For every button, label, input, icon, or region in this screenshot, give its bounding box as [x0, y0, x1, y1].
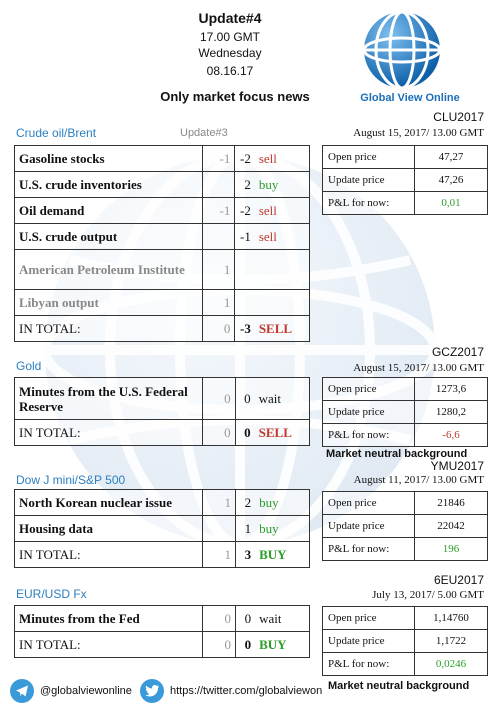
factor-name: Libyan output — [15, 290, 203, 316]
signal: wait — [255, 378, 310, 420]
signal: buy — [255, 172, 310, 198]
twitter-url[interactable]: https://twitter.com/globalviewon — [170, 685, 323, 697]
signal: sell — [255, 198, 310, 224]
prev-score: 0 — [203, 378, 235, 420]
signal: wait — [255, 606, 309, 632]
update-price: 1,1722 — [415, 630, 488, 653]
prev-score — [202, 224, 235, 250]
current-total: 0 — [235, 632, 255, 658]
bird-icon — [145, 685, 159, 697]
pl-value: 0,0246 — [415, 653, 488, 676]
eur-section-title: EUR/USD Fx — [16, 587, 87, 601]
current-total: -3 — [235, 316, 255, 342]
factor-name: Oil demand — [15, 198, 203, 224]
telegram-handle[interactable]: @globalviewonline — [40, 685, 132, 697]
gcz-date: August 15, 2017/ 13.00 GMT — [353, 362, 484, 374]
factor-name: Housing data — [15, 516, 203, 542]
total-signal: BUY — [255, 632, 309, 658]
total-label: IN TOTAL: — [15, 632, 203, 658]
telegram-icon[interactable] — [10, 679, 34, 703]
table-row — [15, 290, 310, 316]
table-row — [15, 250, 310, 290]
current-score: 1 — [235, 516, 255, 542]
eu6-table — [322, 606, 488, 676]
update-price: 47,26 — [415, 169, 488, 192]
open-price: 21846 — [415, 492, 488, 515]
factor-name: Gasoline stocks — [15, 146, 203, 172]
prev-total: 1 — [203, 542, 236, 568]
factor-name: Minutes from the Fed — [15, 606, 203, 632]
logo-text: Global View Online — [360, 92, 460, 104]
signal: sell — [255, 146, 310, 172]
gcz-code: GCZ2017 — [431, 345, 484, 359]
prev-score — [203, 516, 236, 542]
total-label: IN TOTAL: — [15, 316, 203, 342]
update-time: 17.00 GMT — [199, 30, 261, 44]
paper-plane-icon — [15, 684, 29, 698]
pl-label: P&L for now: — [323, 424, 415, 447]
prev-score — [202, 172, 235, 198]
table-row — [15, 378, 310, 420]
total-row — [15, 420, 310, 446]
update-price-label: Update price — [323, 630, 415, 653]
factor-name: U.S. crude output — [15, 224, 203, 250]
pl-label: P&L for now: — [323, 192, 415, 215]
signal: sell — [255, 224, 310, 250]
eu6-date: July 13, 2017/ 5.00 GMT — [372, 589, 484, 601]
twitter-icon[interactable] — [140, 679, 164, 703]
update-price: 1280,2 — [415, 401, 488, 424]
factor-name: U.S. crude inventories — [15, 172, 203, 198]
total-row — [15, 542, 310, 568]
prev-score: -1 — [202, 146, 235, 172]
clu-code: CLU2017 — [433, 110, 484, 124]
open-price: 1,14760 — [415, 607, 488, 630]
current-score: 0 — [235, 606, 255, 632]
market-note: Market neutral background — [326, 448, 468, 460]
ymu-date: August 11, 2017/ 13.00 GMT — [353, 474, 484, 486]
total-signal: BUY — [255, 542, 309, 568]
open-price: 1273,6 — [415, 378, 488, 401]
prev-score: -1 — [202, 198, 235, 224]
current-total: 3 — [235, 542, 255, 568]
prev-total: 0 — [203, 420, 235, 446]
update-price-label: Update price — [323, 169, 415, 192]
open-price-label: Open price — [323, 146, 415, 169]
crude-table — [14, 145, 310, 342]
current-score — [235, 290, 255, 316]
current-total: 0 — [235, 420, 255, 446]
total-signal: SELL — [255, 420, 310, 446]
prev-score: 1 — [202, 250, 235, 290]
factor-name: North Korean nuclear issue — [15, 490, 203, 516]
signal: buy — [255, 516, 309, 542]
dow-table — [14, 489, 310, 568]
gold-section-title: Gold — [16, 359, 42, 373]
factor-name: Minutes from the U.S. Federal Reserve — [15, 378, 203, 420]
ymu-code: YMU2017 — [430, 459, 484, 473]
table-row — [15, 490, 310, 516]
pl-value: 0,01 — [415, 192, 488, 215]
update3-label: Update#3 — [180, 127, 228, 139]
gold-table — [14, 377, 310, 446]
logo — [350, 8, 470, 104]
table-row — [15, 516, 310, 542]
prev-score: 0 — [203, 606, 236, 632]
current-score: 2 — [235, 172, 255, 198]
current-score: -2 — [235, 146, 255, 172]
pl-value: 196 — [415, 538, 488, 561]
prev-score: 1 — [203, 490, 236, 516]
current-score: 2 — [235, 490, 255, 516]
clu-date: August 15, 2017/ 13.00 GMT — [353, 127, 484, 139]
table-row — [15, 172, 310, 198]
total-row — [15, 316, 310, 342]
current-score: 0 — [235, 378, 255, 420]
eur-table — [14, 605, 310, 658]
prev-score: 1 — [202, 290, 235, 316]
pl-label: P&L for now: — [323, 538, 415, 561]
crude-section-title: Crude oil/Brent — [16, 126, 97, 140]
current-score: -2 — [235, 198, 255, 224]
table-row — [15, 198, 310, 224]
focus-subtitle: Only market focus news — [160, 89, 310, 104]
prev-total: 0 — [203, 632, 236, 658]
update-price-label: Update price — [323, 515, 415, 538]
current-score: -1 — [235, 224, 255, 250]
open-price-label: Open price — [323, 607, 415, 630]
open-price-label: Open price — [323, 492, 415, 515]
current-score — [235, 250, 255, 290]
pl-value: -6,6 — [415, 424, 488, 447]
market-note: Market neutral background — [328, 680, 470, 692]
update-title: Update#4 — [198, 10, 262, 26]
signal: buy — [255, 490, 309, 516]
gcz-table — [322, 377, 488, 447]
clu-table — [322, 145, 488, 215]
total-label: IN TOTAL: — [15, 420, 203, 446]
open-price: 47,27 — [415, 146, 488, 169]
update-date: 08.16.17 — [206, 64, 254, 78]
dow-section-title: Dow J mini/S&P 500 — [16, 473, 126, 487]
total-row — [15, 632, 310, 658]
table-row — [15, 224, 310, 250]
update-day: Wednesday — [198, 46, 262, 60]
signal — [255, 250, 310, 290]
open-price-label: Open price — [323, 378, 415, 401]
total-signal: SELL — [255, 316, 310, 342]
signal — [255, 290, 310, 316]
table-row — [15, 146, 310, 172]
total-label: IN TOTAL: — [15, 542, 203, 568]
eu6-code: 6EU2017 — [433, 573, 484, 587]
table-row — [15, 606, 310, 632]
globe-icon — [350, 8, 470, 92]
prev-total: 0 — [202, 316, 235, 342]
update-price: 22042 — [415, 515, 488, 538]
update-price-label: Update price — [323, 401, 415, 424]
pl-label: P&L for now: — [323, 653, 415, 676]
factor-name: American Petroleum Institute — [15, 250, 203, 290]
ymu-table — [322, 491, 488, 561]
